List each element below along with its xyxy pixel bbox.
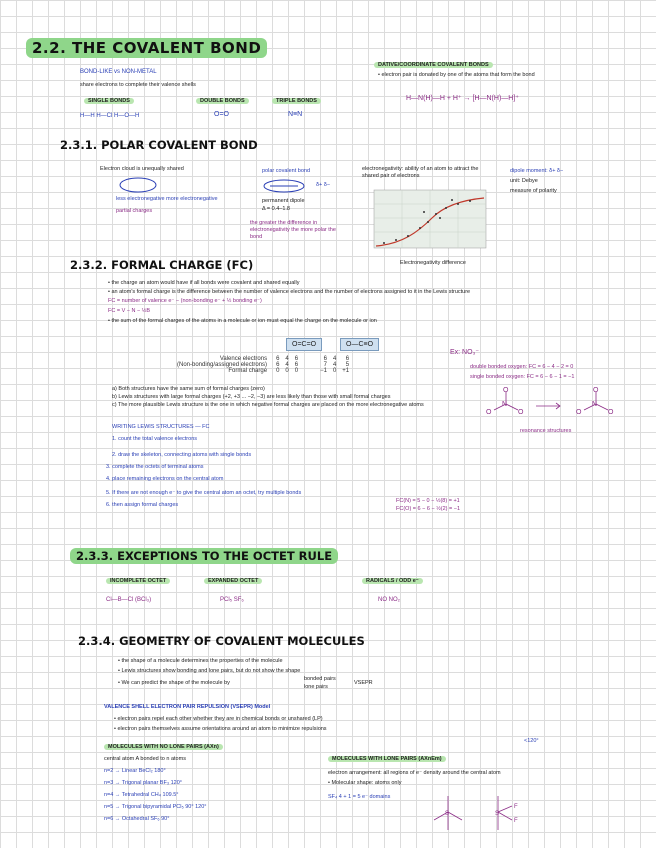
svg-text:F: F [514,818,518,824]
table-cell: 4 [332,362,337,368]
geometry-row: n=2 → Linear BeCl₂ 180° [104,768,166,774]
lewis-title: WRITING LEWIS STRUCTURES — FC [112,424,210,430]
svg-text:N: N [502,401,508,408]
geometry-bullet: • Lewis structures show bonding and lone pairs, but do not show the shape [118,668,301,674]
note-line: share electrons to complete their valence shells [80,82,196,88]
polar-note: the greater the difference in electronegativity the more polar the bond [250,220,336,240]
geometry-bullet: • We can predict the shape of the molecule by [118,680,230,686]
geometry-row: n=5 → Trigonal bipyramidal PCl₅ 90° 120° [104,804,207,810]
section-title: 2.3.1. POLAR COVALENT BOND [60,138,258,152]
incomplete-octet-example: Cl—B—Cl (BCl₃) [106,597,152,603]
fc-line: • the charge an atom would have if all bonds were covalent and shared equally [108,280,300,286]
single-bonds-label: SINGLE BONDS [84,98,134,104]
table-cell: +1 [342,368,350,374]
sf4-structures-diagram [428,790,538,836]
lone-pairs-note: • Molecular shape: atoms only [328,780,402,786]
example-line: single bonded oxygen: FC = 6 − 6 − 1 = −1 [470,374,575,380]
formal-charge-table [174,356,352,374]
geometry-bullet: • the shape of a molecule determines the properties of the molecule [118,658,283,664]
svg-text:F: F [514,804,518,810]
table-cell: 0 [332,368,337,374]
section-2-3-4 [78,634,638,844]
svg-text:O: O [593,387,599,394]
section-2-2 [26,38,636,133]
polar-note: δ+ δ− [316,182,331,188]
svg-text:S: S [495,811,500,817]
dative-bonds-label: DATIVE/COORDINATE COVALENT BONDS [374,62,493,68]
vsepr-point: • electron pairs themselves assume orientations around an atom to minimize repulsions [114,726,327,732]
lone-pairs-note: electron arrangement: all regions of e⁻ density around the central atom [328,770,501,776]
fc-calculation: FC(O) = 6 − 6 − ½(2) = −1 [396,506,461,512]
lewis-step: 5. If there are not enough e⁻ to give the central atom an octet, try multiple bonds [106,490,302,496]
svg-text:N: N [592,401,598,408]
svg-text:O: O [576,409,582,416]
geometry-bullet-vsepr: VSEPR [354,680,373,686]
co2-structure-b: O—C≡O [340,338,379,351]
triple-bond-example: N≡N [288,111,303,118]
table-cell: 6 [345,356,350,362]
no-lone-pairs-note: central atom A bonded to n atoms [104,756,186,762]
table-cell: 7 [323,362,327,368]
lewis-step: 4. place remaining electrons on the central atom [106,476,224,482]
geometry-row: n=4 → Tetrahedral CH₄ 109.5° [104,792,179,798]
fc-rule: c) The more plausible Lewis structure is the one in which negative formal charges are placed on the more electronegative atoms [112,402,424,408]
nitrate-resonance-diagram [476,386,646,422]
dative-description: • electron pair is donated by one of the atoms that form the bond [378,72,535,78]
table-cell: 6 [276,356,280,362]
polar-bond-diagram [262,178,306,194]
section-title: 2.3.3. EXCEPTIONS TO THE OCTET RULE [70,548,338,564]
note-line: less electronegative more electronegative [116,196,218,202]
polar-note: Δ = 0.4–1.8 [262,206,290,212]
table-cell: 6 [323,356,327,362]
lewis-step: 2. draw the skeleton, connecting atoms with single bonds [112,452,252,458]
fc-formula: FC = number of valence e⁻ − (non-bonding e⁻ + ½ bonding e⁻) [108,298,262,304]
single-bond-examples: H—H H—Cl H—O—H [80,113,140,119]
table-cell: 0 [294,368,299,374]
dative-equation: H—N(H)—H + H⁺ → [H—N(H)—H]⁺ [406,95,519,102]
section-2-3-3 [70,548,630,620]
polar-note: permanent dipole [262,198,305,204]
section-title: 2.3.2. FORMAL CHARGE (FC) [70,258,254,272]
lewis-step: 6. then assign formal charges [106,502,179,508]
no-lone-pairs-title: MOLECULES WITH NO LONE PAIRS (AXn) [104,744,223,750]
double-bond-example: O=O [214,111,229,118]
dipole-note: unit: Debye [510,178,538,184]
lewis-step: 1. count the total valence electrons [112,436,197,442]
angle-annotation: <120° [524,738,539,744]
resonance-label: resonance structures [520,428,572,434]
table-cell: 0 [285,368,289,374]
fc-line: • an atom's formal charge is the difference between the number of valence electrons and the number of electrons assigned to it in the Lewis structure [108,289,471,295]
geometry-row: n=6 → Octahedral SF₆ 90° [104,816,170,822]
table-cell: 4 [285,356,289,362]
section-2-3-2 [70,258,645,523]
note-line: Electron cloud is unequally shared [100,166,184,172]
dipole-note: dipole moment: δ+ δ− [510,168,564,174]
dipole-note: measure of polarity [510,188,557,194]
geometry-row: n=3 → Trigonal planar BF₃ 120° [104,780,182,786]
svg-text:O: O [518,409,524,416]
geometry-bullet-bonded: bonded pairs [304,676,336,682]
vsepr-point: • electron pairs repel each other whether they are in chemical bonds or unshared (LP) [114,716,323,722]
radical-example: NO NO₂ [378,597,400,603]
lewis-step: 3. complete the octets of terminal atoms [106,464,204,470]
section-title: 2.3.4. GEOMETRY OF COVALENT MOLECULES [78,634,365,648]
lone-pairs-title: MOLECULES WITH LONE PAIRS (AXnEm) [328,756,446,762]
co2-structure-a: O=C=O [286,338,322,351]
expanded-octet-example: PCl₅ SF₆ [220,597,244,603]
note-line: partial charges [116,208,153,214]
vsepr-title: VALENCE SHELL ELECTRON PAIR REPULSION (VSEPR) Model [104,704,271,710]
triple-bonds-label: TRIPLE BONDS [272,98,321,104]
chart-x-label: Electronegativity difference [400,260,466,266]
electron-cloud-diagram [118,176,158,194]
row-label: Formal charge [228,368,268,374]
table-row [174,368,352,374]
svg-text:O: O [486,409,492,416]
table-cell: 6 [276,362,280,368]
expanded-octet-label: EXPANDED OCTET [204,578,262,584]
table-cell: −1 [320,368,327,374]
svg-text:O: O [503,387,509,394]
example-line: double bonded oxygen: FC = 6 − 4 − 2 = 0 [470,364,574,370]
row-label: (Non-bonding/assigned electrons) [177,362,268,368]
lone-pairs-example: SF₄ 4 + 1 = 5 e⁻ domains [328,794,391,800]
electronegativity-definition: electronegativity: ability of an atom to attract the shared pair of electrons [362,166,479,179]
table-cell: 4 [332,356,337,362]
fc-rule: b) Lewis structures with large formal charges (+2, +3 ... −2, −3) are less likely than those with small formal charges [112,394,391,400]
table-cell: 5 [345,362,350,368]
row-label: Valence electrons [219,356,268,362]
fc-formula-short: FC = V − N − ½B [108,308,151,314]
fc-rule: a) Both structures have the same sum of formal charges (zero) [112,386,265,392]
table-cell: 6 [294,362,299,368]
double-bonds-label: DOUBLE BONDS [196,98,249,104]
section-title: 2.2. THE COVALENT BOND [26,38,267,58]
svg-text:S: S [445,811,450,817]
fc-calculation: FC(N) = 5 − 0 − ½(8) = +1 [396,498,460,504]
table-cell: 4 [285,362,289,368]
incomplete-octet-label: INCOMPLETE OCTET [106,578,170,584]
fc-line: • the sum of the formal charges of the atoms in a molecule or ion must equal the charge on the molecule or ion [108,318,377,324]
radicals-label: RADICALS / ODD e⁻ [362,578,423,584]
electronegativity-chart [362,188,492,258]
note-line: BOND-LIKE vs NON-METAL [80,69,157,75]
polar-bond-title: polar covalent bond [262,168,311,174]
table-cell: 6 [294,356,299,362]
geometry-bullet-lone: lone pairs [304,684,328,690]
svg-text:O: O [608,409,614,416]
example-title: Ex: NO₃⁻ [450,349,480,356]
table-cell: 0 [276,368,280,374]
